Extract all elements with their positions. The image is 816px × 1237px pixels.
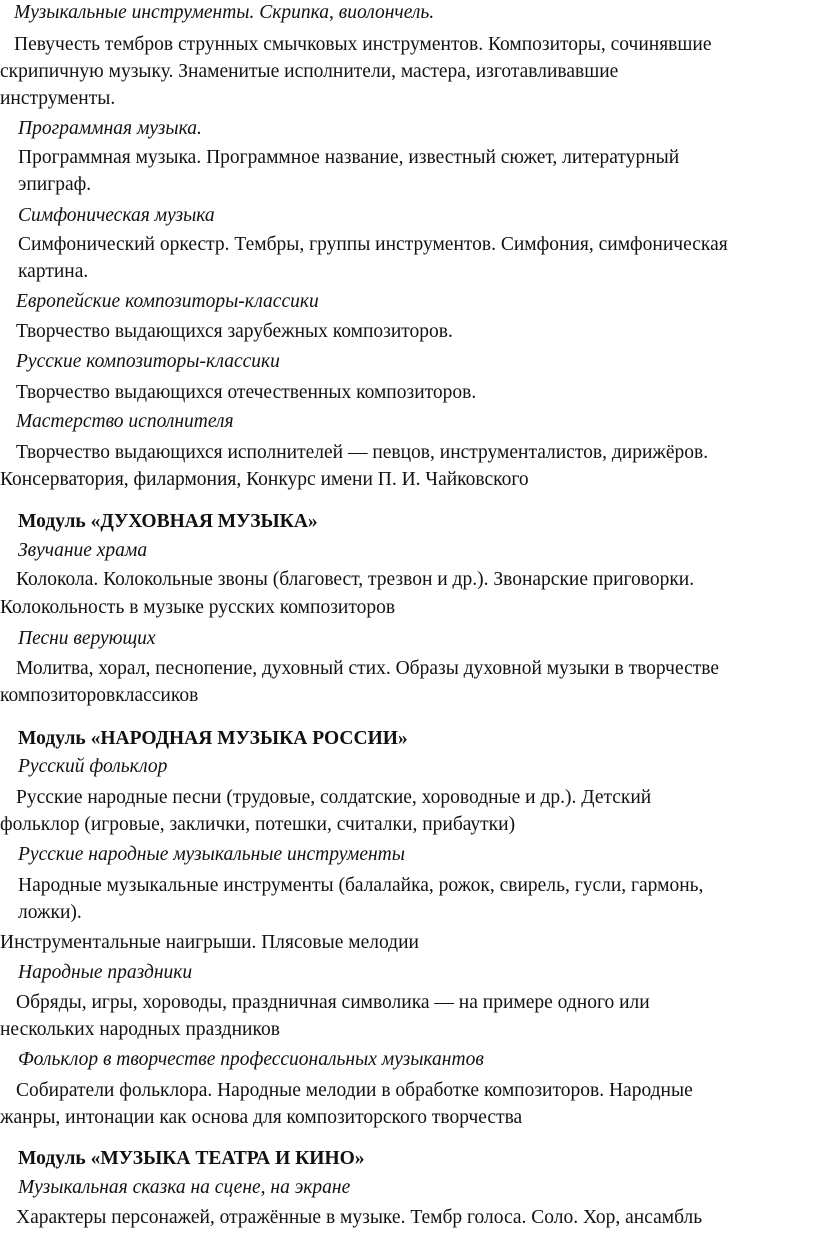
paragraph-line: Обряды, игры, хороводы, праздничная символика — на примере одного или	[16, 992, 650, 1013]
paragraph-line: инструменты.	[0, 88, 116, 109]
paragraph-line: Характеры персонажей, отражённые в музыке. Тембр голоса. Соло. Хор, ансамбль	[16, 1207, 703, 1228]
section-heading-folklore-in-professional-music: Фольклор в творчестве профессиональных музыкантов	[18, 1049, 484, 1070]
section-heading-european-classics: Европейские композиторы-классики	[16, 291, 319, 312]
section-heading-symphonic: Симфоническая музыка	[18, 205, 215, 226]
paragraph-line: композиторовклассиков	[0, 685, 199, 706]
section-heading-folk-instruments: Русские народные музыкальные инструменты	[18, 844, 405, 865]
paragraph-line: Симфонический оркестр. Тембры, группы инструментов. Симфония, симфоническая	[18, 234, 728, 255]
paragraph-line: эпиграф.	[18, 174, 92, 195]
paragraph-line: скрипичную музыку. Знаменитые исполнители, мастера, изготавливавшие	[0, 61, 619, 82]
section-heading-performer-mastery: Мастерство исполнителя	[16, 411, 234, 432]
section-heading-musical-fairytale: Музыкальная сказка на сцене, на экране	[18, 1177, 351, 1198]
paragraph-line: Творчество выдающихся отечественных композиторов.	[16, 382, 477, 403]
paragraph-line: Молитва, хорал, песнопение, духовный стих. Образы духовной музыки в творчестве	[16, 658, 720, 679]
paragraph-line: нескольких народных праздников	[0, 1019, 280, 1040]
module-heading-folk-music: Модуль «НАРОДНАЯ МУЗЫКА РОССИИ»	[18, 728, 408, 749]
paragraph-line: картина.	[18, 261, 89, 282]
paragraph-line: Программная музыка. Программное название, известный сюжет, литературный	[18, 147, 680, 168]
section-heading-russian-classics: Русские композиторы-классики	[16, 351, 280, 372]
module-heading-sacred-music: Модуль «ДУХОВНАЯ МУЗЫКА»	[18, 511, 318, 532]
paragraph-line: Народные музыкальные инструменты (балалайка, рожок, свирель, гусли, гармонь,	[18, 875, 704, 896]
section-heading-temple-sound: Звучание храма	[18, 540, 148, 561]
section-heading-folk-holidays: Народные праздники	[18, 962, 193, 983]
paragraph-line: ложки).	[18, 902, 82, 923]
paragraph-line: Русские народные песни (трудовые, солдатские, хороводные и др.). Детский	[16, 787, 652, 808]
section-heading-believers-songs: Песни верующих	[18, 628, 156, 649]
paragraph-line: жанры, интонации как основа для композиторского творчества	[0, 1107, 523, 1128]
paragraph-line: Собиратели фольклора. Народные мелодии в обработке композиторов. Народные	[16, 1080, 693, 1101]
section-heading-program-music: Программная музыка.	[18, 118, 202, 139]
paragraph-line: Консерватория, филармония, Конкурс имени П. И. Чайковского	[0, 469, 529, 490]
section-heading-russian-folklore: Русский фольклор	[18, 756, 168, 777]
paragraph-line: Инструментальные наигрыши. Плясовые мелодии	[0, 932, 419, 953]
paragraph-line: Творчество выдающихся зарубежных композиторов.	[16, 321, 453, 342]
paragraph-line: Колокольность в музыке русских композиторов	[0, 597, 396, 618]
paragraph-line: Певучесть тембров струнных смычковых инструментов. Композиторы, сочинявшие	[14, 34, 712, 55]
paragraph-line: Колокола. Колокольные звоны (благовест, трезвон и др.). Звонарские приговорки.	[16, 569, 695, 590]
module-heading-theatre-cinema: Модуль «МУЗЫКА ТЕАТРА И КИНО»	[18, 1148, 365, 1169]
paragraph-line: фольклор (игровые, заклички, потешки, считалки, прибаутки)	[0, 814, 516, 835]
paragraph-line: Творчество выдающихся исполнителей — певцов, инструменталистов, дирижёров.	[16, 442, 709, 463]
section-heading-violin: Музыкальные инструменты. Скрипка, виолончель.	[14, 2, 435, 23]
